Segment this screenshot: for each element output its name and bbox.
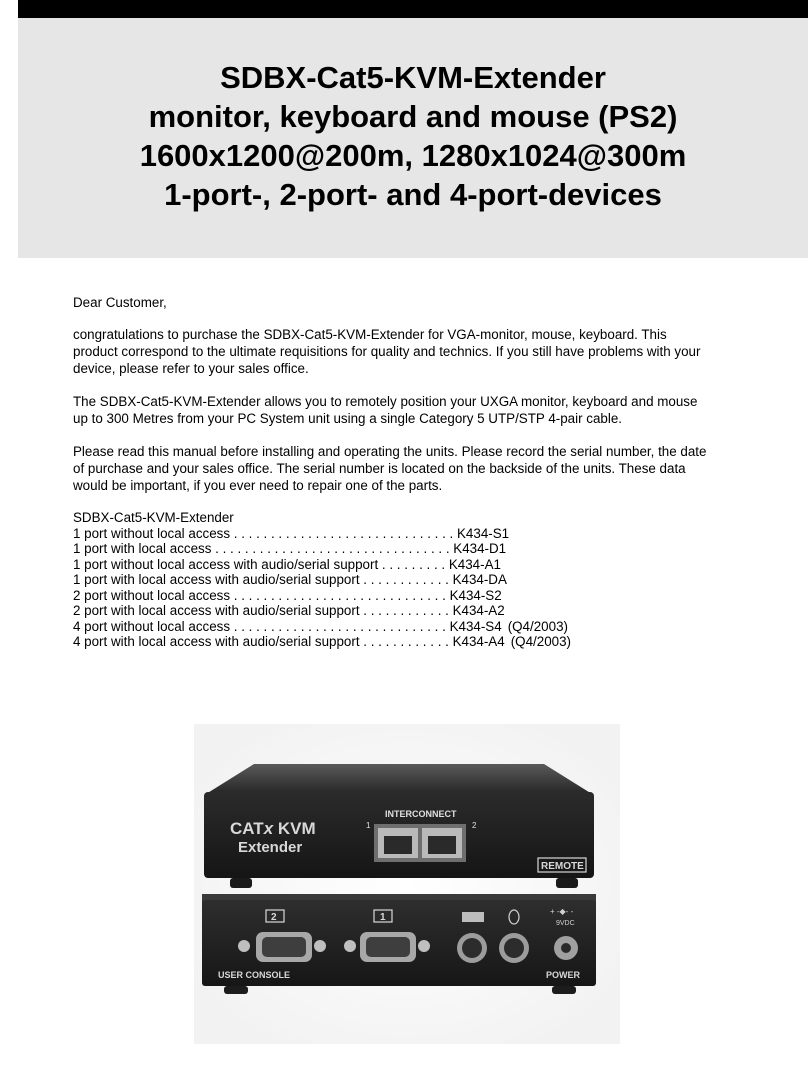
leader-dots: . . . . . . . . . . . . — [359, 572, 453, 587]
product-row — [73, 588, 713, 604]
rj45-socket-2 — [428, 836, 456, 854]
title-line-3: 1600x1200@200m, 1280x1024@300m — [139, 138, 687, 173]
product-code: K434-D1 — [453, 541, 507, 556]
product-list-heading: SDBX-Cat5-KVM-Extender — [73, 510, 234, 525]
polarity-icon: + -◆- - — [550, 907, 574, 916]
product-desc: 4 port with local access with audio/serial support — [73, 634, 360, 649]
product-row — [73, 634, 713, 650]
vga-socket-1 — [366, 937, 410, 957]
leader-dots: . . . . . . . . . . . . . . . . . . . . . . . . . . . . . . . . — [211, 541, 454, 556]
paragraph-instructions: Please read this manual before installing and operating the units. Please record the serial number, the date of purchase and your sales office. The serial number is located on the backside of the units. These data would be important, if you ever need to repair one of the parts. — [73, 444, 707, 493]
product-code: K434-S2 — [449, 587, 502, 603]
paragraph-description: The SDBX-Cat5-KVM-Extender allows you to remotely position your UXGA monitor, keyboard and mouse up to 300 Metres from your PC System unit using a single Category 5 UTP/STP 4-pair cable. — [73, 394, 698, 426]
vga-socket-2 — [262, 937, 306, 957]
letter-body — [73, 294, 713, 650]
title-line-1: SDBX-Cat5-KVM-Extender — [220, 60, 606, 95]
kvm-extender-illustration — [194, 724, 620, 1044]
foot — [230, 878, 252, 888]
screw — [238, 940, 250, 952]
keyboard-icon — [462, 912, 484, 922]
product-list — [73, 510, 713, 650]
remote-unit-top — [206, 764, 592, 794]
product-row — [73, 572, 713, 588]
foot — [556, 878, 578, 888]
product-row — [73, 619, 713, 635]
availability-note: (Q4/2003) — [510, 634, 571, 649]
product-code: K434-A1 — [448, 556, 501, 572]
leader-dots: . . . . . . . . . . . . . . . . . . . . . . . . . . . . . . — [230, 525, 457, 541]
product-code: K434-A4 — [452, 634, 505, 649]
leader-dots: . . . . . . . . . . . . . . . . . . . . . . . . . . . . . — [230, 587, 450, 603]
remote-label: REMOTE — [541, 861, 584, 872]
leader-dots: . . . . . . . . . . . . — [359, 634, 453, 649]
product-code: K434-A2 — [452, 603, 505, 618]
product-code: K434-S4 — [449, 618, 502, 634]
product-row — [73, 557, 713, 573]
product-photo — [194, 724, 620, 1044]
ps2-keyboard-socket — [462, 938, 482, 958]
rear-port-1-label: 1 — [380, 912, 386, 923]
screw — [314, 940, 326, 952]
availability-note: (Q4/2003) — [507, 618, 568, 634]
salutation: Dear Customer, — [73, 295, 167, 310]
rear-port-2-label: 2 — [271, 912, 277, 923]
product-row — [73, 541, 713, 557]
product-code: K434-DA — [452, 572, 507, 587]
leader-dots: . . . . . . . . . — [378, 556, 449, 572]
product-row — [73, 526, 713, 542]
screw — [418, 940, 430, 952]
leader-dots: . . . . . . . . . . . . . . . . . . . . . . . . . . . . . — [230, 618, 450, 634]
paragraph-intro: congratulations to purchase the SDBX-Cat5-KVM-Extender for VGA-monitor, mouse, keyboard. This product correspond to the ultimate requisitions for quality and technics. If you still have problems with your device, please refer to your sales office. — [73, 327, 701, 376]
brand-label-line2: Extender — [238, 839, 303, 856]
product-desc: 1 port with local access with audio/serial support — [73, 572, 360, 587]
ps2-mouse-socket — [504, 938, 524, 958]
product-row — [73, 603, 713, 619]
port-1-label: 1 — [366, 821, 371, 830]
port-2-label: 2 — [472, 821, 477, 830]
page-title — [18, 58, 808, 214]
user-console-label: USER CONSOLE — [218, 970, 291, 980]
leader-dots: . . . . . . . . . . . . — [359, 603, 453, 618]
product-desc: 2 port without local access — [73, 587, 231, 603]
screw — [344, 940, 356, 952]
brand-label: CATx KVM — [230, 819, 316, 838]
power-label: POWER — [546, 970, 581, 980]
product-desc: 2 port with local access with audio/serial support — [73, 603, 360, 618]
power-jack-socket — [561, 943, 571, 953]
top-black-bar — [18, 0, 808, 18]
rj45-socket-1 — [384, 836, 412, 854]
product-desc: 1 port without local access — [73, 525, 231, 541]
foot — [224, 986, 248, 994]
title-line-2: monitor, keyboard and mouse (PS2) — [148, 99, 678, 134]
foot — [552, 986, 576, 994]
product-desc: 4 port without local access — [73, 618, 231, 634]
header-banner — [18, 18, 808, 258]
product-code: K434-S1 — [457, 525, 510, 541]
title-line-4: 1-port-, 2-port- and 4-port-devices — [164, 177, 662, 212]
product-desc: 1 port with local access — [73, 541, 212, 556]
product-desc: 1 port without local access with audio/serial support — [73, 556, 379, 572]
interconnect-label: INTERCONNECT — [385, 809, 457, 819]
voltage-label: 9VDC — [556, 920, 575, 927]
